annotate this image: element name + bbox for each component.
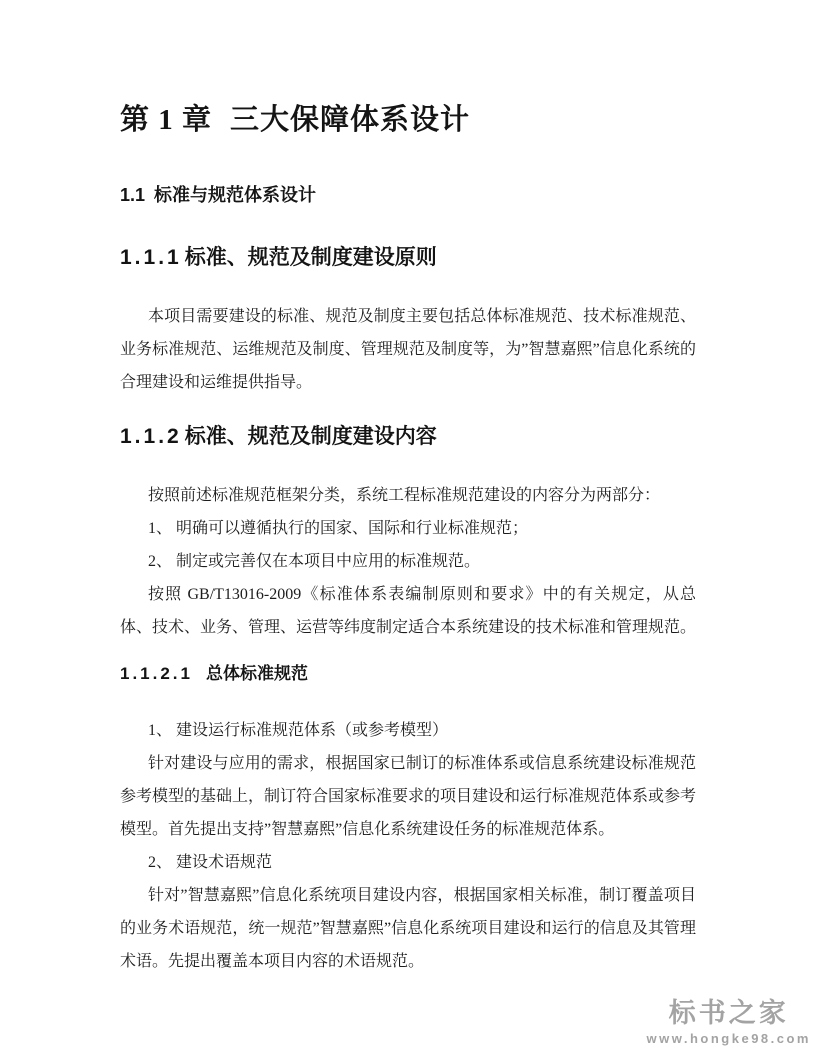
paragraph-gbt-standard: 按照 GB/T13016-2009《标准体系表编制原则和要求》中的有关规定，从总体、技术、业务、管理、运营等纬度制定适合本系统建设的技术标准和管理规范。 xyxy=(120,586,697,636)
section-1-1-2-1-number: 1.1.2.1 xyxy=(120,664,193,683)
section-1-1-2-number: 1.1.2 xyxy=(120,425,182,448)
chapter-number: 第 1 章 xyxy=(120,104,213,136)
section-1-1-heading xyxy=(120,183,696,208)
list-item-2: 2、 制定或完善仅在本项目中应用的标准规范。 xyxy=(148,553,481,570)
section-1-1-2-title: 标准、规范及制度建设内容 xyxy=(184,425,437,448)
list-item-terminology: 2、 建设术语规范 xyxy=(148,854,273,871)
section-1-1-2-1-heading xyxy=(120,662,696,686)
chapter-heading xyxy=(120,100,696,140)
watermark-brand-text: 标书之家 xyxy=(668,998,789,1029)
paragraph-standard-system: 针对建设与应用的需求，根据国家已制订的标准体系或信息系统建设标准规范参考模型的基础上，制订符合国家标准要求的项目建设和运行标准规范体系或参考模型。首先提出支持”智慧嘉熙”信息化系统建设任务的标准规范体系。 xyxy=(120,755,697,838)
section-1-1-number: 1.1 xyxy=(120,185,146,205)
chapter-title: 三大保障体系设计 xyxy=(230,104,471,136)
section-1-1-1-number: 1.1.1 xyxy=(120,246,182,269)
paragraph-principles: 本项目需要建设的标准、规范及制度主要包括总体标准规范、技术标准规范、业务标准规范、运维规范及制度、管理规范及制度等，为”智慧嘉熙”信息化系统的合理建设和运维提供指导。 xyxy=(120,308,696,391)
paragraph-content-intro: 按照前述标准规范框架分类，系统工程标准规范建设的内容分为两部分： xyxy=(148,487,661,504)
watermark xyxy=(647,999,812,1046)
section-1-1-1-title: 标准、规范及制度建设原则 xyxy=(184,246,437,269)
section-1-1-title: 标准与规范体系设计 xyxy=(154,185,317,205)
section-1-1-2-heading xyxy=(120,423,696,451)
section-1-1-1-heading xyxy=(120,244,696,272)
section-1-1-2-1-title: 总体标准规范 xyxy=(206,664,308,683)
list-item-standard-system: 1、 建设运行标准规范体系（或参考模型） xyxy=(148,722,449,739)
paragraph-terminology: 针对”智慧嘉熙”信息化系统项目建设内容，根据国家相关标准，制订覆盖项目的业务术语规范，统一规范”智慧嘉熙”信息化系统项目建设和运行的信息及其管理术语。先提出覆盖本项目内容的术语规范。 xyxy=(120,887,696,970)
watermark-url: www.hongke98.com xyxy=(646,1030,811,1046)
list-item-1: 1、 明确可以遵循执行的国家、国际和行业标准规范； xyxy=(148,520,529,537)
